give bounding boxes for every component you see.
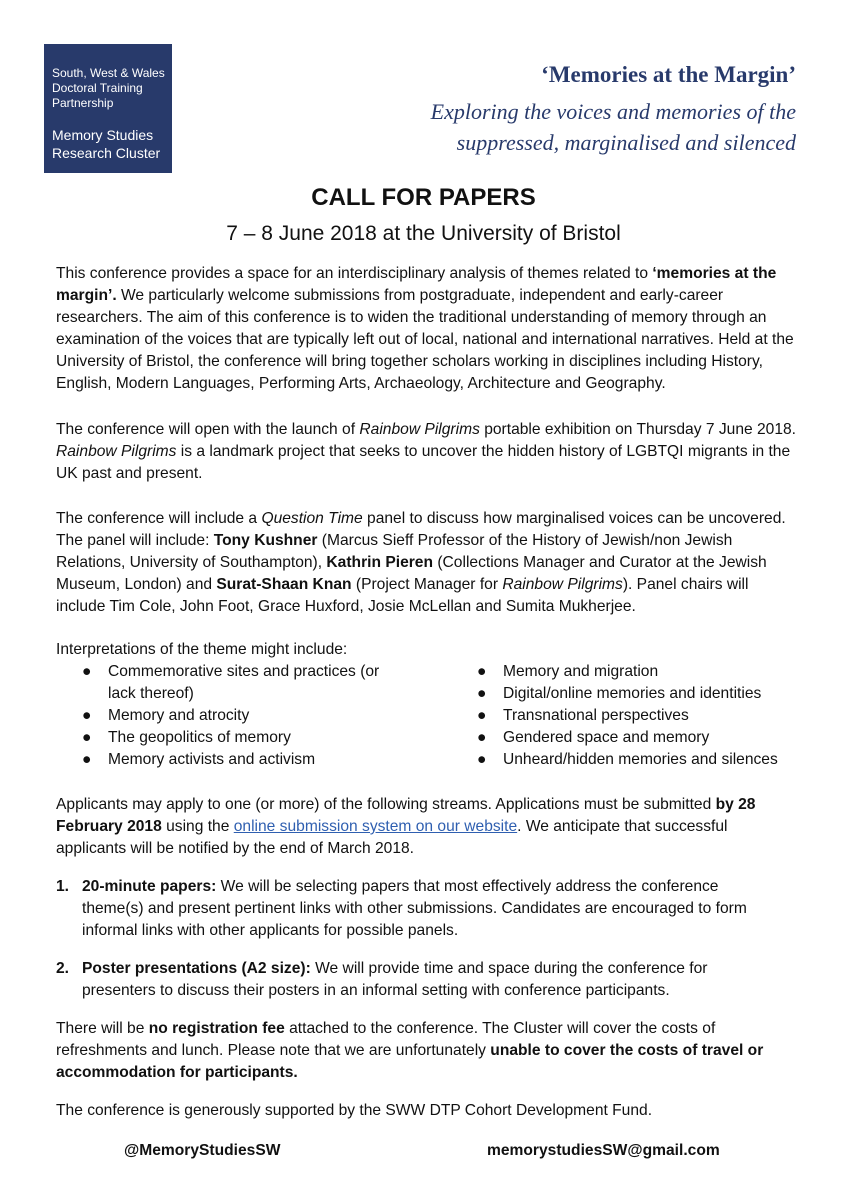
logo-text-cluster <box>52 126 170 162</box>
conference-subtitle <box>376 96 796 158</box>
text-italic: Rainbow Pilgrims <box>359 421 480 438</box>
stream-text: We will provide time and space during the conference for presenters to discuss their posters in an informal setting with conference participants. <box>82 960 708 999</box>
text-bold: by 28 February 2018 <box>56 796 756 835</box>
logo-text-partnership <box>52 66 170 111</box>
stream-text: We will be selecting papers that most effectively address the conference theme(s) and present pertinent links with other submissions. Candidates are encouraged to form informal links with other applicants for possible panels. <box>82 878 747 939</box>
bullet-icon: ● <box>82 707 92 724</box>
logo-line: Partnership <box>52 96 114 110</box>
conference-date: 7 – 8 June 2018 at the University of Bristol <box>226 222 621 245</box>
text-italic: Rainbow Pilgrims <box>56 443 177 460</box>
bullet-icon: ● <box>82 729 92 746</box>
exhibition-paragraph <box>56 419 796 485</box>
text: This conference provides a space for an interdisciplinary analysis of themes related to <box>56 265 653 282</box>
text-bold: Surat-Shaan Knan <box>216 576 352 593</box>
themes-intro: Interpretations of the theme might include: <box>56 641 348 658</box>
text: Applicants may apply to one (or more) of the following streams. Applications must be submitted <box>56 796 716 813</box>
application-paragraph <box>56 794 796 860</box>
bullet-icon: ● <box>477 729 487 746</box>
logo-line: Doctoral Training <box>52 81 143 95</box>
bullet-icon: ● <box>82 751 92 768</box>
subtitle-line: Exploring the voices and memories of the <box>430 99 796 124</box>
text: using the <box>161 818 234 835</box>
text: The conference will open with the launch of <box>56 421 360 438</box>
text-italic: Question Time <box>261 510 363 527</box>
text-bold: unable to cover the costs of travel or accommodation for participants. <box>56 1042 764 1081</box>
bullet-icon: ● <box>477 685 487 702</box>
stream-item <box>82 876 782 942</box>
text: is a landmark project that seeks to uncover the hidden history of LGBTQI migrants in the UK past and present. <box>56 443 791 482</box>
text: ). Panel chairs will include Tim Cole, John Foot, Grace Huxford, Josie McLellan and Sumita Mukherjee. <box>56 576 749 615</box>
stream-number: 2. <box>56 960 70 977</box>
bullet-icon: ● <box>82 663 92 680</box>
list-item-text: Transnational perspectives <box>503 707 689 724</box>
list-item-text: Commemorative sites and practices (or lack thereof) <box>108 663 380 702</box>
text-bold: Tony Kushner <box>213 532 318 549</box>
text: panel to discuss how marginalised voices can be uncovered. The panel will include: <box>56 510 786 549</box>
text: (Project Manager for <box>351 576 503 593</box>
stream-title: Poster presentations (A2 size): <box>82 960 311 977</box>
text: The conference will include a <box>56 510 262 527</box>
text: (Collections Manager and Curator at the Jewish Museum, London) and <box>56 554 767 593</box>
list-item-text: Memory activists and activism <box>108 751 316 768</box>
list-item-text: Memory and atrocity <box>108 707 250 724</box>
subtitle-line: suppressed, marginalised and silenced <box>456 130 796 155</box>
list-item-text: Unheard/hidden memories and silences <box>503 751 778 768</box>
conference-title: ‘Memories at the Margin’ <box>541 62 796 87</box>
text-bold: no registration fee <box>148 1020 285 1037</box>
list-item-text: Memory and migration <box>503 663 659 680</box>
logo-line: Memory Studies <box>52 127 154 143</box>
stream-title: 20-minute papers: <box>82 878 217 895</box>
stream-number: 1. <box>56 878 70 895</box>
list-item-text: The geopolitics of memory <box>108 729 291 746</box>
fees-paragraph <box>56 1018 796 1084</box>
funding-paragraph: The conference is generously supported by the SWW DTP Cohort Development Fund. <box>56 1102 653 1119</box>
logo-line: Research Cluster <box>52 145 161 161</box>
text-bold: Kathrin Pieren <box>326 554 434 571</box>
panel-paragraph <box>56 508 796 618</box>
contact-email[interactable]: memorystudiesSW@gmail.com <box>487 1142 720 1159</box>
text: There will be <box>56 1020 149 1037</box>
bullet-icon: ● <box>477 663 487 680</box>
text: portable exhibition on Thursday 7 June 2018. <box>479 421 797 438</box>
stream-item <box>82 958 782 1002</box>
call-for-papers-heading: CALL FOR PAPERS <box>311 184 536 211</box>
logo-line: South, West & Wales <box>52 66 165 80</box>
text-italic: Rainbow Pilgrims <box>502 576 623 593</box>
cluster-logo <box>44 44 172 173</box>
intro-paragraph <box>56 263 796 395</box>
list-item-text: Digital/online memories and identities <box>503 685 762 702</box>
submission-link[interactable]: online submission system on our website <box>233 818 518 835</box>
text: attached to the conference. The Cluster will cover the costs of refreshments and lunch. Please note that we are unfortunately <box>56 1020 716 1059</box>
text: (Marcus Sieff Professor of the History of Jewish/non Jewish Relations, University of Southampton), <box>56 532 733 571</box>
text-bold: ‘memories at the margin’. <box>56 265 777 304</box>
text: We particularly welcome submissions from postgraduate, independent and early-career researchers. The aim of this conference is to widen the traditional understanding of memory through an examination of the voices that are typically left out of local, national and international narratives. Held at the University of Bristol, the conference will bring together scholars working in disciplines including History, English, Modern Languages, Performing Arts, Archaeology, Architecture and Geography. <box>56 287 794 392</box>
bullet-icon: ● <box>477 751 487 768</box>
twitter-handle[interactable]: @MemoryStudiesSW <box>124 1142 281 1159</box>
text: . We anticipate that successful applicants will be notified by the end of March 2018. <box>56 818 728 857</box>
list-item-text: Gendered space and memory <box>503 729 710 746</box>
bullet-icon: ● <box>477 707 487 724</box>
